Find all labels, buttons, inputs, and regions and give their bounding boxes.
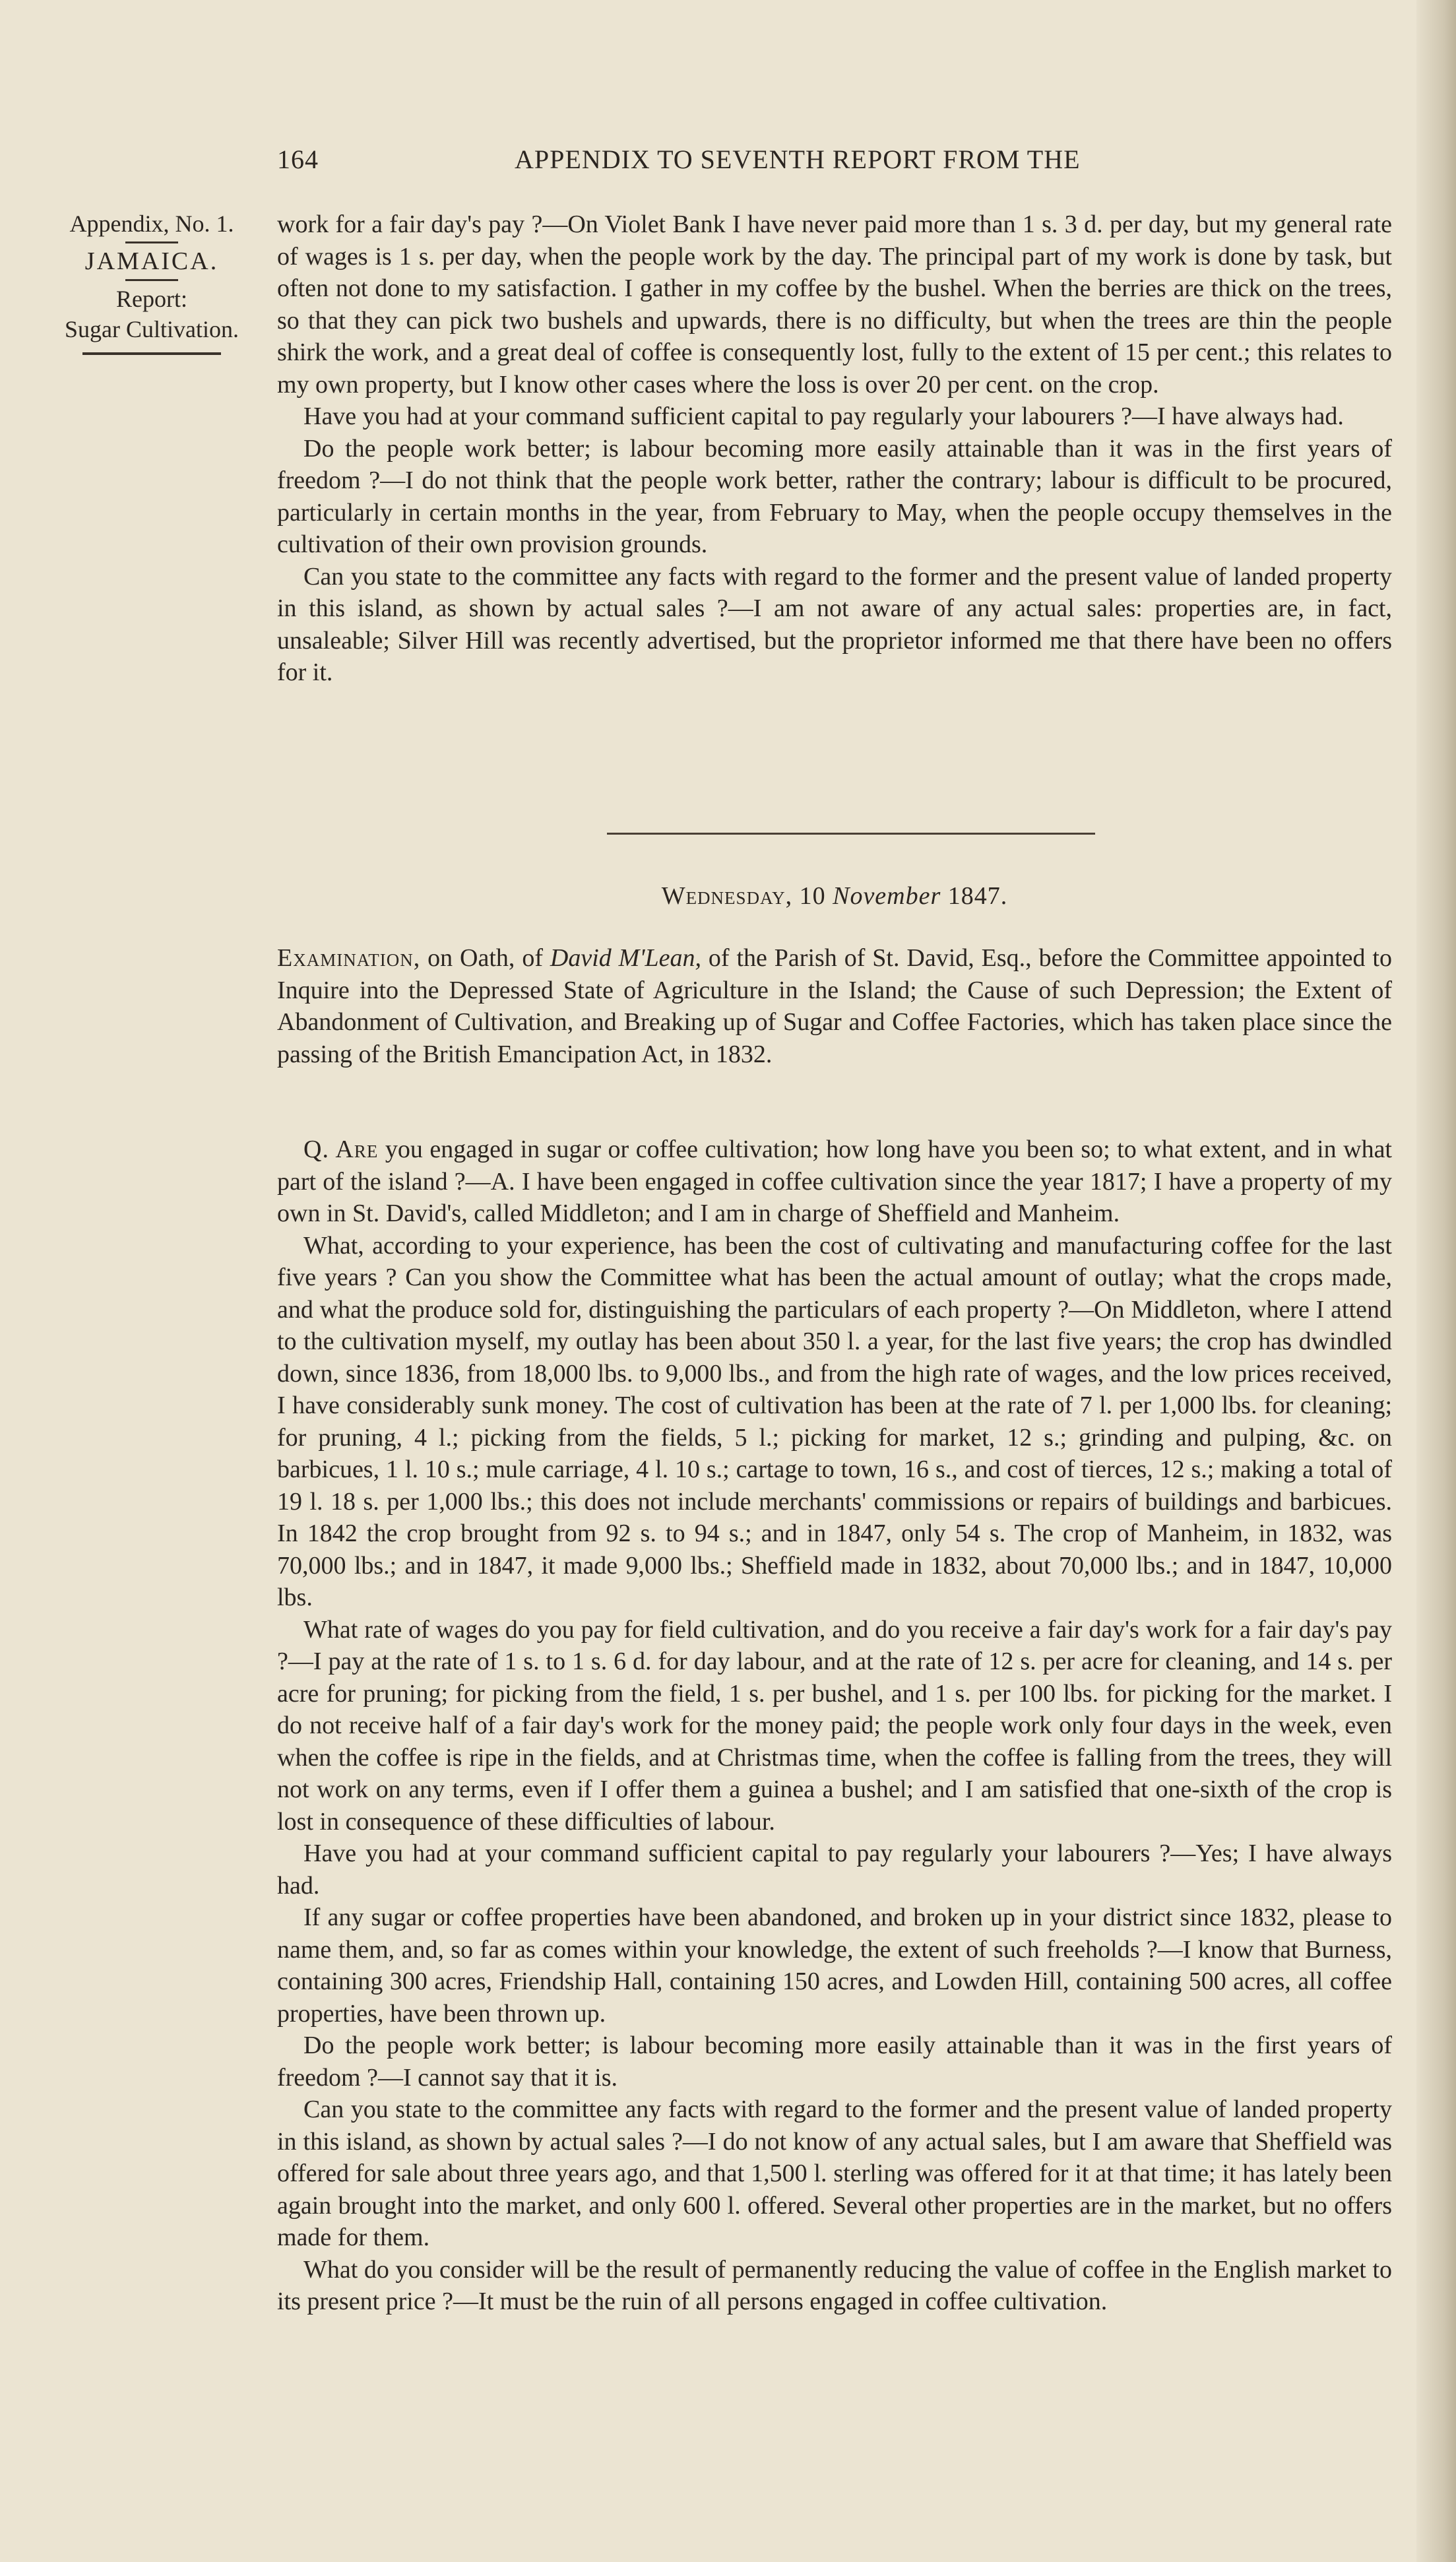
margin-note: [53, 208, 251, 355]
margin-rule: [125, 241, 178, 243]
question-lead: Q. Are: [303, 1136, 379, 1163]
paragraph: [277, 1134, 1392, 1230]
paragraph: Can you state to the committee any facts with regard to the former and the present value of landed property in this island, as shown by actual sales ?—I do not know of any actual sales, but I am aware that Sheffield was offered for sale about three years ago, and that 1,500 l. sterling was offered for it at that time; it has lately been again brought into the market, and only 600 l. offered. Several other properties are in the market, but no offers made for them.: [277, 2096, 1392, 2251]
witness-name: David M'Lean,: [550, 944, 701, 972]
margin-report: Report:: [116, 286, 187, 312]
paragraph: Can you state to the committee any facts with regard to the former and the present value of landed property in this island, as shown by actual sales ?—I am not aware of any actual sales: properties are, in fact, unsaleable; Silver Hill was recently advertised, but the proprietor informed me that there have been no offers for it.: [277, 562, 1392, 686]
date-month: November: [833, 882, 941, 910]
paragraph: If any sugar or coffee properties have been abandoned, and broken up in your district since 1832, please to name them, and, so far as comes within your knowledge, the extent of such freeholds ?—I know that Burness, containing 300 acres, Friendship Hall, containing 150 acres, and Lowden Hill, containing 500 acres, all coffee properties, have been thrown up.: [277, 1904, 1392, 2028]
margin-appendix: Appendix, No. 1.: [69, 210, 234, 237]
running-title: APPENDIX TO SEVENTH REPORT FROM THE: [515, 144, 1081, 174]
paragraph: What do you consider will be the result of permanently reducing the value of coffee in the English market to its present price ?—It must be the ruin of all persons engaged in coffee cultivation.: [277, 2255, 1392, 2315]
examination-text: of the Parish of St. David, Esq., before the Committee appointed to Inquire into the Depressed State of Agriculture in the Island; the Cause of such Depression; the Extent of Abandonment of Cultivation, and Breaking up of Sugar and Coffee Factories, which has taken place since the passing of the British Emancipation Act, in 1832.: [277, 944, 1392, 1068]
margin-subject: Sugar Cultivation.: [65, 316, 239, 342]
paragraph: What rate of wages do you pay for field cultivation, and do you receive a fair day's work for a fair day's pay ?—I pay at the rate of 1 s. to 1 s. 6 d. for day labour, and at the rate of 12 s. per acre for cleaning, and 14 s. per acre for pruning; for picking from the field, 1 s. per bushel, and 1 s. per 100 lbs. for picking for the market. I do not receive half of a fair day's work for the money paid; the people work only four days in the week, even when the coffee is ripe in the fields, and at Christmas time, when the coffee is falling from the trees, they will not work on any terms, even if I offer them a guinea a bushel; and I am satisfied that one-sixth of the crop is lost in consequence of these difficulties of labour.: [277, 1615, 1392, 1836]
paragraph: work for a fair day's pay ?—On Violet Bank I have never paid more than 1 s. 3 d. per day, but my general rate of wages is 1 s. per day, when the people work by the day. The principal part of my work is done by task, but often not done to my satisfaction. I gather in my coffee by the bushel. When the berries are thick on the trees, so that they can pick two bushels and upwards, there is no difficulty, but when the trees are thin the people shirk the work, and a great deal of coffee is consequently lost, fully to the extent of 15 per cent.; this relates to my own property, but I know other cases where the loss is over 20 per cent. on the crop.: [277, 210, 1392, 399]
date-day: 10: [799, 882, 826, 910]
paragraph: Have you had at your command sufficient capital to pay regularly your labourers ?—Yes; I have always had.: [277, 1840, 1392, 1900]
examination-lead: Examination,: [277, 944, 421, 972]
margin-place: JAMAICA.: [84, 247, 219, 275]
examination-paragraph: [277, 942, 1392, 1070]
date-heading: [277, 881, 1392, 911]
date-year: 1847.: [947, 882, 1008, 910]
page-number: 164: [277, 144, 319, 174]
paragraph: What, according to your experience, has been the cost of cultivating and manufacturing coffee for the last five years ? Can you show the Committee what has been the actual amount of outlay; what the crops made, and what the produce sold for, distinguishing the particulars of each property ?—On Middleton, where I attend to the cultivation myself, my outlay has been about 350 l. a year, for the last five years; the crop has dwindled down, since 1836, from 18,000 lbs. to 9,000 lbs., and from the high rate of wages, and the low prices received, I have considerably sunk money. The cost of cultivation has been at the rate of 7 l. per 1,000 lbs. for cleaning; for pruning, 4 l.; picking from the fields, 5 l.; picking for market, 12 s.; grinding and pulping, &c. on barbicues, 1 l. 10 s.; mule carriage, 4 l. 10 s.; cartage to town, 16 s., and cost of tierces, 12 s.; making a total of 19 l. 18 s. per 1,000 lbs.; this does not include merchants' commissions or repairs of buildings and barbicues. In 1842 the crop brought from 92 s. to 94 s.; and in 1847, only 54 s. The crop of Manheim, in 1832, was 70,000 lbs.; and in 1847, it made 9,000 lbs.; Sheffield made in 1832, about 70,000 lbs.; and in 1847, 10,000 lbs.: [277, 1231, 1392, 1611]
paragraph: Do the people work better; is labour becoming more easily attainable than it was in the first years of freedom ?—I do not think that the people work better, rather the contrary; labour is difficult to be procured, particularly in certain months in the year, from February to May, when the people occupy themselves in the cultivation of their own provision grounds.: [277, 434, 1392, 558]
examination-text: on Oath, of: [420, 944, 550, 972]
examination-heading: [277, 942, 1392, 1070]
margin-rule-long: [82, 352, 221, 355]
paragraph: Have you had at your command sufficient capital to pay regularly your labourers ?—I have always had.: [303, 402, 1344, 430]
page-edge-shadow: [1416, 0, 1456, 2562]
margin-rule: [125, 279, 178, 281]
question-text: you engaged in sugar or coffee cultivation; how long have you been so; to what extent, and in what part of the island ?—A. I have been engaged in coffee cultivation since the year 1817; I have a property of my own in St. David's, called Middleton; and I am in charge of Sheffield and Manheim.: [277, 1136, 1392, 1227]
section-continued-testimony: [277, 208, 1392, 689]
section-examination-testimony: [277, 1134, 1392, 2318]
section-divider: [607, 833, 1095, 835]
date-weekday: Wednesday,: [661, 882, 793, 910]
paragraph: Do the people work better; is labour becoming more easily attainable than it was in the first years of freedom ?—I cannot say that it is.: [277, 2032, 1392, 2092]
